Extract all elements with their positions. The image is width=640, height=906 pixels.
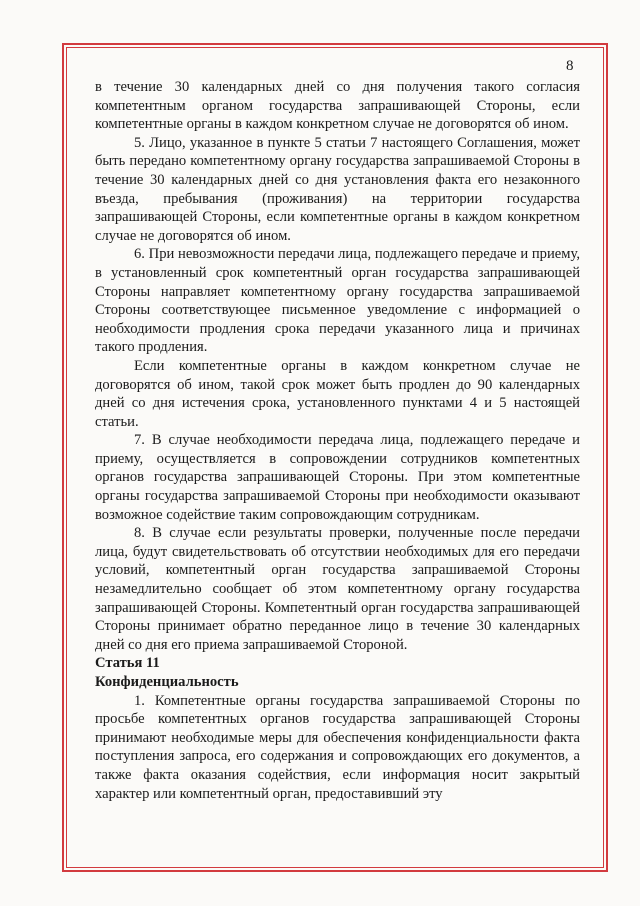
page-number: 8 <box>566 58 574 74</box>
document-body <box>95 78 580 803</box>
paragraph-6: 6. При невозможности передачи лица, подлежащего передаче и приему, в установленный срок компетентный орган государства запрашивающей Стороны направляет компетентному органу государства запрашиваемой Стороны соответствующее письменное уведомление с информацией о необходимости продления срока передачи указанного лица и причинах такого продления. <box>95 246 580 356</box>
article-title: Конфиденциальность <box>95 674 239 690</box>
paragraph-5: 5. Лицо, указанное в пункте 5 статьи 7 настоящего Соглашения, может быть передано компетентному органу государства запрашиваемой Стороны в течение 30 календарных дней со дня установления факта его незаконного въезда, пребывания (проживания) на территории государства запрашивающей Стороны, если компетентные органы в каждом конкретном случае не договорятся об ином. <box>95 134 580 244</box>
paragraph-8: 8. В случае если результаты проверки, полученные после передачи лица, будут свидетельствовать об отсутствии необходимых для его передачи условий, компетентный орган государства запрашиваемой Стороны незамедлительно сообщает об этом компетентному органу государства запрашивающей Стороны. Компетентный орган государства запрашивающей Стороны принимает обратно переданное лицо в течение 30 календарных дней со дня его приема запрашиваемой Стороной. <box>95 525 580 653</box>
article-11-paragraph-1: 1. Компетентные органы государства запрашиваемой Стороны по просьбе компетентных органов государства запрашивающей Стороны принимают необходимые меры для обеспечения конфиденциальности факта поступления запроса, его содержания и сопровождающих его документов, а также факта оказания содействия, если информация носит закрытый характер или компетентный орган, предоставивший эту <box>95 692 580 802</box>
article-number: Статья 11 <box>95 655 160 672</box>
paragraph-6-extension: Если компетентные органы в каждом конкретном случае не договорятся об ином, такой срок может быть продлен до 90 календарных дней со дня истечения срока, установленного пунктами 4 и 5 настоящей статьи. <box>95 357 580 430</box>
paragraph-7: 7. В случае необходимости передача лица, подлежащего передаче и приему, осуществляется в сопровождении сотрудников компетентных органов государства запрашивающей Стороны. При этом компетентные органы государства запрашиваемой Стороны при необходимости оказывают возможное содействие таким сопровождающим сотрудникам. <box>95 432 580 523</box>
paragraph-continuation: в течение 30 календарных дней со дня получения такого согласия компетентным органом государства запрашивающей Стороны, если компетентные органы в каждом конкретном случае не договорятся об ином. <box>95 79 580 133</box>
